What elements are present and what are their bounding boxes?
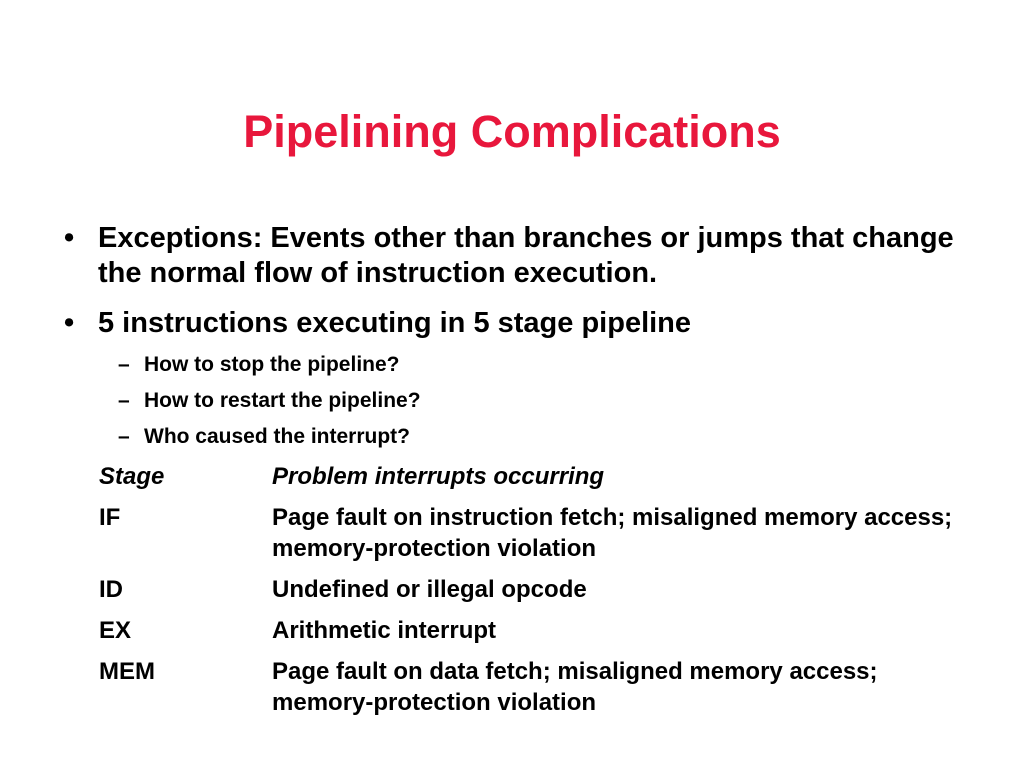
problem-cell: Arithmetic interrupt <box>272 617 497 644</box>
sub-bullet-marker: – <box>118 389 130 412</box>
bullet-five-instructions <box>64 306 994 341</box>
bullet-marker: • <box>64 307 75 339</box>
sub-bullet-interrupt <box>118 424 978 450</box>
problem-cell: Undefined or illegal opcode <box>272 576 587 603</box>
bullet-text: 5 instructions executing in 5 stage pipeline <box>98 307 692 339</box>
problem-cell: Page fault on data fetch; misaligned memory access; memory-protection violation <box>272 658 878 716</box>
table-row <box>99 615 999 646</box>
sub-bullet-marker: – <box>118 425 130 448</box>
stage-cell: MEM <box>99 658 155 685</box>
sub-bullet-text: Who caused the interrupt? <box>144 425 411 448</box>
table-row <box>99 656 999 718</box>
stage-cell: IF <box>99 504 121 531</box>
bullet-marker: • <box>64 222 75 254</box>
sub-bullet-marker: – <box>118 353 130 376</box>
table-row <box>99 502 999 564</box>
stage-cell: ID <box>99 576 123 603</box>
sub-bullet-text: How to stop the pipeline? <box>144 353 400 376</box>
stage-cell: EX <box>99 617 132 644</box>
column-header-stage: Stage <box>99 463 165 490</box>
sub-bullet-restart <box>118 388 978 414</box>
sub-bullet-stop <box>118 352 978 378</box>
bullet-text: Exceptions: Events other than branches or jumps that change the normal flow of instruction execution. <box>98 222 954 289</box>
slide-title: Pipelining Complications <box>243 106 781 157</box>
bullet-exceptions <box>64 221 994 291</box>
column-header-problem: Problem interrupts occurring <box>272 463 605 490</box>
problem-cell: Page fault on instruction fetch; misaligned memory access; memory-protection violation <box>272 504 953 562</box>
table-row <box>99 574 999 605</box>
table-header <box>99 461 999 492</box>
sub-bullet-text: How to restart the pipeline? <box>144 389 421 412</box>
